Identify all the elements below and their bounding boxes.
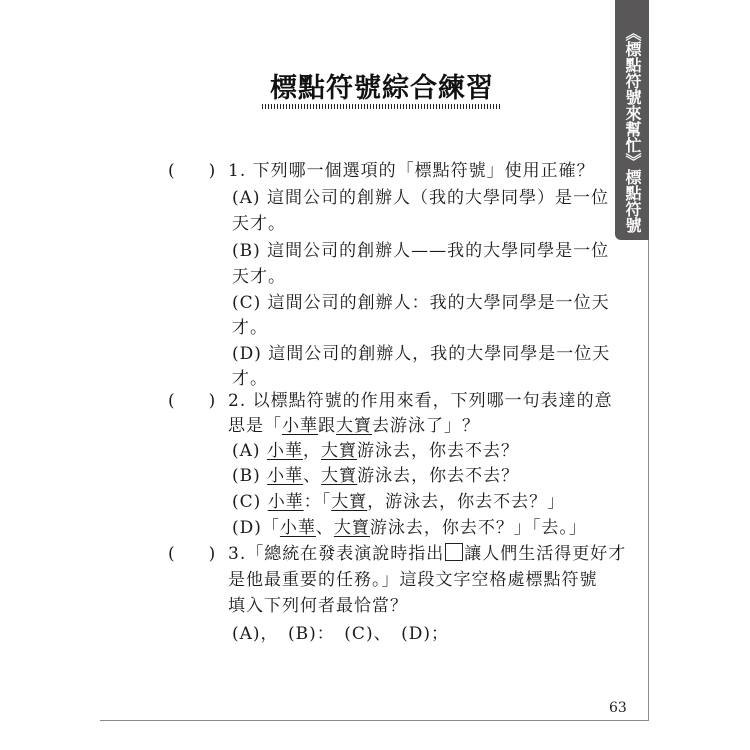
name-xiaohua: 小華 [267, 492, 304, 512]
q2-option-c [232, 487, 565, 512]
name-xiaohua: 小華 [279, 518, 316, 538]
title-underline [262, 104, 502, 109]
q2-d-label: (D)「 [232, 518, 280, 538]
answer-blank-2[interactable]: ( ) [168, 391, 216, 411]
q2-c-label: (C) [232, 492, 268, 512]
q1-option-d-line2: 才。 [232, 369, 268, 389]
q1-option-a-line1: (A) 這間公司的創辦人（我的大學同學）是一位 [232, 188, 609, 208]
q1-option-b-line1: (B) 這間公司的創辦人——我的大學同學是一位 [232, 241, 610, 261]
q2-d-rest: 游泳去，你去不？」「去。」 [369, 518, 587, 538]
question-3-stem-line3: 填入下列何者最恰當？ [228, 596, 408, 616]
q1-option-b-line2: 天才。 [232, 267, 286, 287]
name-xiaohua: 小華 [267, 466, 304, 486]
q2-option-a [232, 436, 519, 461]
q1-option-a-line2: 天才。 [232, 214, 286, 234]
q2-option-b [232, 461, 519, 486]
page-title: 標點符號綜合練習 [270, 73, 494, 104]
q2-b-sep: 、 [303, 466, 322, 486]
q2-stem-mid: 跟 [318, 416, 336, 436]
q1-option-c-line2: 才。 [232, 318, 268, 338]
name-dabao: 大寶 [321, 466, 358, 486]
answer-blank-1[interactable]: ( ) [168, 161, 216, 181]
q2-d-sep: 、 [315, 518, 334, 538]
q3-stem-prefix: 3.「總統在發表演說時指出 [228, 544, 445, 564]
q1-option-c-line1: (C) 這間公司的創辦人：我的大學同學是一位天 [232, 293, 610, 313]
answer-blank-3[interactable]: ( ) [168, 544, 216, 564]
name-dabao: 大寶 [331, 492, 368, 512]
name-dabao: 大寶 [336, 416, 372, 436]
question-3-stem-line2: 是他最重要的任務。」這段文字空格處標點符號 [228, 570, 598, 590]
q2-a-label: (A) [232, 441, 267, 461]
name-xiaohua: 小華 [282, 416, 318, 436]
q2-stem-suffix: 去游泳了」？ [372, 416, 480, 436]
page-number: 63 [609, 700, 627, 716]
question-3-stem-line1 [228, 539, 626, 564]
question-2-stem-line2 [228, 411, 480, 436]
question-1-stem: 1. 下列哪一個選項的「標點符號」使用正確？ [228, 161, 595, 181]
blank-box [445, 543, 463, 561]
q2-a-sep: ， [302, 441, 321, 461]
q2-b-rest: 游泳去，你去不去？ [357, 466, 520, 486]
question-2-stem-line1: 2. 以標點符號的作用來看，下列哪一句表達的意 [228, 391, 613, 411]
q2-stem-prefix: 思是「 [228, 416, 282, 436]
name-xiaohua: 小華 [266, 441, 303, 461]
q3-stem-suffix: 讓人們生活得更好才 [464, 544, 627, 564]
q2-c-sep: ：「 [303, 492, 332, 512]
name-dabao: 大寶 [320, 441, 357, 461]
q2-b-label: (B) [232, 466, 268, 486]
q2-a-rest: 游泳去，你去不去？ [356, 441, 519, 461]
q2-c-rest: ，游泳去，你去不去？」 [367, 492, 566, 512]
q2-option-d [232, 513, 587, 538]
q3-options: (A)， (B)： (C)、 (D)； [232, 624, 449, 644]
q1-option-d-line1: (D) 這間公司的創辦人，我的大學同學是一位天 [232, 344, 611, 364]
name-dabao: 大寶 [333, 518, 370, 538]
chapter-side-tab: 《標點符號來幫忙》標點符號綜合練習 [615, 0, 649, 240]
